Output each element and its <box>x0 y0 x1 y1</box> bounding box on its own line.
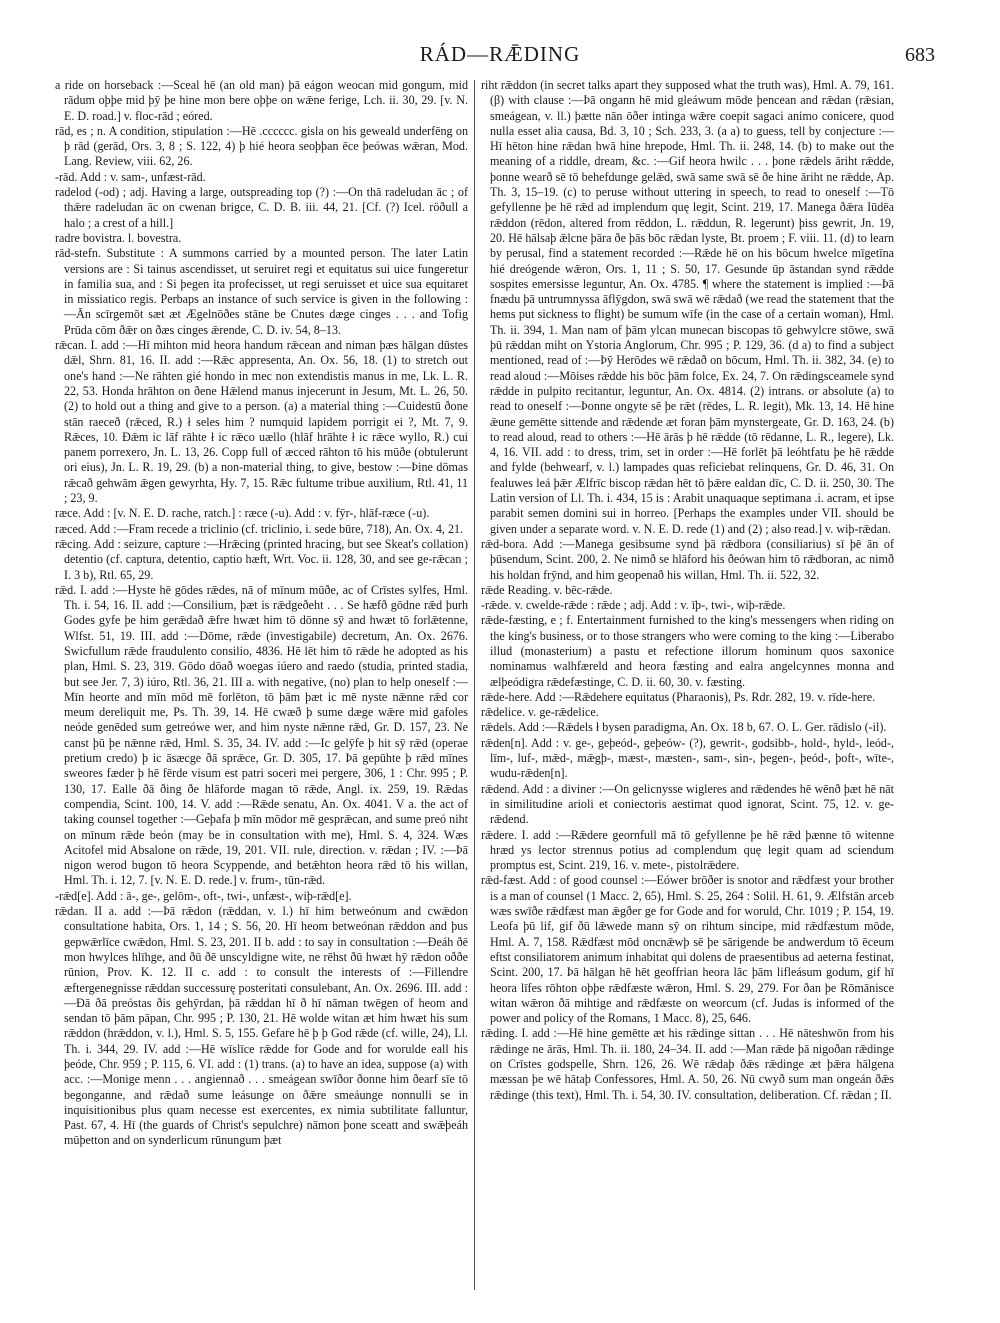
dictionary-entry: rǣdere. I. add :—Rǣdere geornfull mā tō gefyllenne þe hē rǣd þænne tō witenne hræd ys lector strennus potius ad complendum quę legit quam ad sciendum promptus est, Scint. 219, 16. v. mete-, pistolrǣdere. <box>481 827 894 873</box>
dictionary-entry: rǣd. I. add :—Hyste hē gōdes rǣdes, nā of mīnum mūðe, ac of Crīstes sylfes, Hml. Th. i. 54, 16. II. add :—Consilium, þæt is rǣdgeðeht . . . Se hæfð gōdne rǣd þurh Godes gyfe þe him gerǣdað ǣfre hwæt him tō dōnne sȳ and hwæt tō forlǣtenne, Wlfst. 51, 19. III. add :—Dōme, rǣde (investigabile) decretum, An. Ox. 2676. Swicfullum rǣde fraudulento consilio, 4836. Hē lēt him tō rǣde he adopted as his plan, Hml. S. 23, 319. Gōdo dōað woegas iúero and raedo (studia, printed stadia, but see Jer. 7, 3) iúro, Rtl. 36, 21. III a. with negative, (no) plan to help oneself :—Mīn heorte and mīn mōd mē forlēton, tō þām þæt ic mē nyste nǣnne rǣd cor meum dereliquit me, Ps. Th. 39, 14. Hē cwæð þ sume dæge wǣre mid gafoles neóde genēded sum getreówe wer, and him nyste nǣnne rǣd, Gr. D. 157, 23. Ne canst þū þe nǣnne rǣd, Hml. S. 35, 34. IV. add :—Ic gelȳfe þ hit sȳ rǣd (operae pretium credo) þ ic āsæcge ðā sprǣce, Gr. D. 305, 17. Þā gepūhte þ rǣd mīnes sweores fæder þ hē fērde visum est patri soceri mei pergere, 306, 1 : Chr. 995 ; P. 130, 17. Ealle ðā ðing ðe hlāforde magan tō rǣde, Angl. ix. 259, 19. Rǣdas compendia, Scint. 100, 14. V. add :—Rǣde senatu, An. Ox. 4041. V a. the act of taking counsel together :—Geþafa þ mīn mōdor mē gesprǣcan, and sume preó niht on mīnum rǣde beón (may be in consultation with me), Hml. S. 4, 324. Wæs Acitofel mid Absalone on rǣde, 19, 201. VII. rule, direction. v. rǣdan ; IV. :—Þā nigon werod bugon tō heora Scyppende, and betǣhton heora rǣd tō his willan, Hml. Th. i. 12, 7. [v. N. E. D. rede.] v. frum-, tūn-rǣd. <box>55 582 468 888</box>
dictionary-entry: rād-stefn. Substitute : A summons carried by a mounted person. The later Latin versions are : Si tainus ascendisset, ut seruiret regi et equitatus sui uice fungeretur in familia sua, and : Si þegen ita profecisset, ut regi seruisset et uice sua equitaret in missiatico regis. Perbaps an instance of such service is given in the following :—Ān scīrgemōt sæt æt Ægelnōðes stāne be Cnutes dæge cinges . . . and Tofig Prūda cōm ðǣr on ðæs cinges ǣrende, C. D. iv. 54, 8–13. <box>55 246 468 337</box>
running-title: RÁD—RǢDING <box>419 42 581 66</box>
dictionary-entry: rǣden[n]. Add : v. ge-, geþeód-, geþeów- (?), gewrit-, godsibb-, hold-, hyld-, leód-, līm-, luf-, mǣd-, mǣgþ-, mæst-, mæsten-, sam-, sin-, þegen-, þeód-, þoft-, wīte-, wudu-rǣden[n]. <box>481 735 894 781</box>
dictionary-entry: rǣde-fæsting, e ; f. Entertainment furnished to the king's messengers when riding on the king's business, or to those strangers who were coming to the king :—Liberabo illud (monasterium) a pastu et refectione illorum hominum quos saxonice nominamus walhfæreld and heora fæsting and ealra angelcynnes monna and ælþeódigra rǣdefæstinge, C. D. ii. 60, 30. v. fæsting. <box>481 613 894 689</box>
dictionary-entry: riht rǣddon (in secret talks apart they supposed what the truth was), Hml. A. 79, 161. (β) with clause :—Þā ongann hē mid gleáwum mōde þencean and rǣdan (rǣsian, smeágean, v. ll.) þætte nān ōðer intinga wǣre coepit sagaci animo conicere, quod nulla esset alia causa, Bd. 3, 10 ; Sch. 233, 3. (a a) to guess, tell by conjecture :—Hī hēton hine rǣdan hwā hine hrepode, Hml. Th. ii. 248, 14. (b) to make out the meaning of a riddle, dream, &c. :—Gif heora hwilc . . . þone rǣdels āriht rǣdde, þonne wearð sē tō behefdunge gelǣd, swā same swā sē ðe hine āriht ne rǣdde, Ap. Th. 3, 15–19. (c) to peruse without uttering in speech, to read to oneself :—Tō gefyllenne þe hē rǣd ad implendum quę legit, Scint. 219, 17. Manega ðǣra Iūdēa rǣddon (rēdon, altered from rēddon, L. rǣddun, R. legerunt) þiss gewrit, Jn. 19, 20. Hē hālsaþ ǣlcne þāra ðe þās bōc rǣdan lyste, Bt. proem ; F. viii. 11. (d) to learn by perusal, find a statement recorded :—Rǣde hē on his bōcum hwelce mīgetīna hié dreógende wǣron, Ors. 1, 11 ; S. 50, 17. Gesunde ūp āstandan synd rǣdde sospites emersisse leguntur, An. Ox. 4785. ¶ where the statement is implied :—Þā fnædu þā untrumnyssa āflȳgdon, swā swā wē rǣdað (we read the statement that the hems put sickness to flight) be sumum wīfe (in the case of a certain woman), Hml. Th. ii. 394, 1. Man nam of þām ylcan munecan biscopas tō gehwylcre stōwe, swā þū rǣddan miht on Ystoria Anglorum, Chr. 995 ; P. 129, 36. (d a) to find a subject mentioned, read of :—Þȳ Herōdes wē rǣdað on bōcum, Hml. Th. ii. 382, 34. (e) to read aloud :—Mōises rǣdde his bōc þām folce, Ex. 24, 7. On rǣdingsceamele synd rǣdde in pulpito recitantur, leguntur, An. Ox. 4814. (2) intrans. or absolute (a) to read to oneself :—Þonne ongyte sē þe rǣt (rēdes, L. R. legit), Mk. 13, 14. Hē hine ǣune gemētte sittende and rǣdende æt foran þām mynstergeate, Gr. D. 163, 24. (b) to read aloud, read to others :—Hē ārās þ hē rǣdde (tō rēdanne, L. R., legere), Lk. 4, 16. VII. add : to dress, trim, set in order :—Hē forlēt þā leóhtfatu þe hē rǣdde and fylde (behwearf, v. l.) lampades quas reficiebat relinquens, Gr. D. 46, 31. On fealuwes leá þǣr Ælfrīc biscop rǣdan hēt tō þǣre ealdan dīc, C. D. ii. 250, 30. The Latin version of Ll. Th. i. 434, 15 is : Arabit unaquaque septimana .i. acram, et ipse parabit semen domini sui in horreo. [Perhaps the examples under VII. should be given under a separate word. v. N. E. D. rede (1) and (2) ; also read.] v. wiþ-rǣdan. <box>481 78 894 536</box>
dictionary-entry: rǣdan. II a. add :—Þā rǣdon (rǣddan, v. l.) hī him betweónum and cwǣdon consultatione habita, Ors. 1, 14 ; S. 56, 20. Hī heom betweónan rǣddon and þus gepwǣrlīce cwǣdon, Hml. S. 23, 201. II b. add : to say in consultation :—Ðeáh ðē mon hwylces hlīhge, and ðū ðē unscyldigne wite, ne rēhst ðū hwæt hȳ rǣdon oððe rūnion, Prov. K. 12. II c. add : to consult the interests of :—Fillendre æftergenegnisse rǣddan successurę posteritati consulebant, An. Ox. 2696. III. add :—Ðā ðā preóstas ðis gehȳrdan, þā rǣddan hī ð hī nāman twēgen of heom and sendan tō þām pāpan, Chr. 995 ; P. 130, 21. Hē wolde witan æt him hwæt his sum rǣddon (hrǣddon, v. l.), Hml. S. 5, 155. Gefare hē þ þ God rǣde (cf. wille, 24), Ll. Th. i. 344, 29. IV. add :—Hē wīslīce rǣdde for Gode and for worulde eall his þeóde, Chr. 959 ; P. 115, 6. VI. add : (1) trans. (a) to have an idea, suppose (a) with acc. :—Monige menn . . . angiennað . . . smeágean swīðor ðonne him ðearf sīe tō begonganne, and rǣdað sume leásunge on ðǣre smeáunge nonnulli se in inquisitionibus plus quam necesse est exercentes, ex nimia subtilitate falluntur, Past. 67, 4. Hī (the guards of Christ's sepulchre) nāmon þone sceatt and swǣþeáh mūþetton and on synderlicum rūnungum þæt <box>55 904 468 1148</box>
dictionary-entry: rǣdels. Add :—Rǣdels ł bysen paradigma, An. Ox. 18 b, 67. O. L. Ger. rādislo (-il). <box>481 720 887 735</box>
dictionary-entry: rǣding. I. add :—Hē hine gemētte æt his rǣdinge sittan . . . Hē nāteshwōn from his rǣdinge ne ārās, Hml. Th. ii. 180, 24–34. II. add :—Man rǣde þā nigoðan rǣdinge on Crīstes godspelle, Shrn. 126, 26. Wē rǣdaþ ðǣs rǣdinge æt þǣra hālgena mæssan þe wē hātaþ Confessores, Hml. A. 50, 26. Nū cwyð sum man ongeán ðǣs rǣdinge (this text), Hml. Th. i. 54, 30. IV. consultation, deliberation. Cf. rǣdan ; II. <box>481 1026 894 1102</box>
dictionary-entry: ræced. Add :—Fram recede a triclinio (cf. triclinio, i. sede būre, 718), An. Ox. 4, 21. <box>55 521 464 536</box>
page-header <box>0 42 1000 72</box>
dictionary-entry: -rǣd[e]. Add : ā-, ge-, gelōm-, oft-, twi-, unfæst-, wiþ-rǣd[e]. <box>55 888 352 903</box>
dictionary-entry: rǣdelice. v. ge-rǣdelice. <box>481 705 599 720</box>
left-column <box>55 78 468 1293</box>
dictionary-entry: rǣd-bora. Add :—Manega gesibsume synd þā rǣdbora (consiliarius) sī þē ān of þūsendum, Scint. 200, 2. Ne nimð se hlāford his ðeówan him tō rǣdboran, ac nimð his holdan frȳnd, and him geopenað his willan, Hml. Th. ii. 522, 32. <box>481 536 894 582</box>
column-divider <box>474 80 475 1290</box>
dictionary-entry: -rād. Add : v. sam-, unfæst-rād. <box>55 169 206 184</box>
dictionary-entry: rǣcan. I. add :—Hī mihton mid heora handum rǣcean and niman þæs hālgan dūstes dǣl, Shrn. 81, 16. II. add :—Rǣc appresenta, An. Ox. 56, 18. (1) to stretch out one's hand :—Ne rāhten gié hondo in mec non extendistis manus in me, Lk. L. R. 22, 53. Honda hrāhton on ðene Hǣlend manus injecerunt in Jesum, Mt. L. 26, 50. (2) to hold out a thing and give to a person. (a) a material thing :—Cuidestū ðone stān raeceð (rǣced, R.) ł seles him ? numquid lapidem porrigit ei ?, Mt. 7, 9. Rǣces, 10. Ðǣm ic lāf rāhte ł ic rǣco uællo (hlāf hrāhte ł ic rǣce wyllo, R.) cui panem porrexero, Jn. L. 13, 26. Copp full of æcced rāhton tō his mūðe (obtulerunt ori eius), Jn. L. R. 19, 29. (b) a non-material thing, to give, bestow :—Þine dōmas rǣcað gehwām ǣgen gewyrhta, Hy. 7, 15. Rǣc fultume tribue auxilium, Rtl. 41, 11 ; 23, 9. <box>55 338 468 506</box>
page-number: 683 <box>905 44 935 66</box>
dictionary-entry: radelod (-od) ; adj. Having a large, outspreading top (?) :—On thā radeludan āc ; of thǣre radeludan āc on cwenan brigce, C. D. B. iii. 44, 21. [Cf. (?) Icel. röðull a halo ; a crest of a hill.] <box>55 185 468 230</box>
right-column <box>481 78 894 1293</box>
dictionary-entry: rǣcing. Add : seizure, capture :—Hrǣcing (printed hracing, but see Skeat's collation) detentio (cf. captura, detentio, captio hæft, Wrt. Voc. ii. 128, 30, and see ge-rǣcan ; I. 3 b), Rtl. 65, 29. <box>55 536 468 582</box>
dictionary-entry: ræce. Add : [v. N. E. D. rache, ratch.] : ræce (-u). Add : v. fȳr-, hlāf-ræce (-u). <box>55 506 430 521</box>
dictionary-entry: rǣde Reading. v. bēc-rǣde. <box>481 582 613 597</box>
dictionary-entry: radre bovistra. l. bovestra. <box>55 230 182 245</box>
dictionary-entry: a ride on horseback :—Sceal hē (an old man) þā eágon weocan mid gongum, mid rādum oþþe mid þȳ þe hine mon bere oþþe on wǣne ferige, Lch. ii. 30, 29. [v. N. E. D. road.] v. floc-rād ; eóred. <box>55 78 468 123</box>
dictionary-entry: rǣde-here. Add :—Rǣdehere equitatus (Pharaonis), Ps. Rdr. 282, 19. v. rīde-here. <box>481 689 876 704</box>
dictionary-entry: rǣd-fæst. Add : of good counsel :—Eówer brōðer is snotor and rǣdfæst your brother is a man of counsel (1 Macc. 2, 65), Hml. S. 25, 264 : Solil. H. 61, 9. Ælfstān arceb wæs swīðe rǣdfæst man ǣgðer ge for Gode and for woruld, Chr. 1019 ; P. 154, 19. Leofa þū lif, gif ðū lǣwede mann sȳ on rihtum sincipe, mid rǣdfæstum mōde, Hml. A. 7, 158. Rǣdfæst mōd oncnǣwþ sē þe sārigende be andwerdum tō ēceum eftst consiliatorem animum inhabitat qui dolens de praesentibus ad aeterna festinat, Scint. 200, 17. Þā hālgan hē hēt geoffrian heora lāc þām lifleásum godum, gif hī heora līfes rōhton oþþe rǣdfæste wǣron, Hml. S. 29, 279. For ðan þe Rōmānisce witan wǣron ðā mihtige and rǣdfæste on weorcum (cf. Judas is informed of the power and policy of the Romans, 1 Macc. 8), 25, 646. <box>481 873 894 1026</box>
dictionary-entry: rǣdend. Add : a diviner :—On gelicnysse wigleres and rǣdendes hē wēnð þæt hē nāt in similitudine arioli et coniectoris aestimat quod ignorat, Scint. 75, 12. v. ge-rǣdend. <box>481 781 894 827</box>
dictionary-entry: -rǣde. v. cwelde-rǣde : rǣde ; adj. Add : v. īþ-, twi-, wiþ-rǣde. <box>481 598 786 613</box>
dictionary-entry: rād, es ; n. A condition, stipulation :—Hē .cccccc. gisla on his geweald underfēng on þ rād (gerād, Ors. 3, 8 ; S. 122, 4) þ hié heora seoþþan ēce þeówas wǣran, Mod. Lang. Review, viii. 62, 26. <box>55 123 468 169</box>
